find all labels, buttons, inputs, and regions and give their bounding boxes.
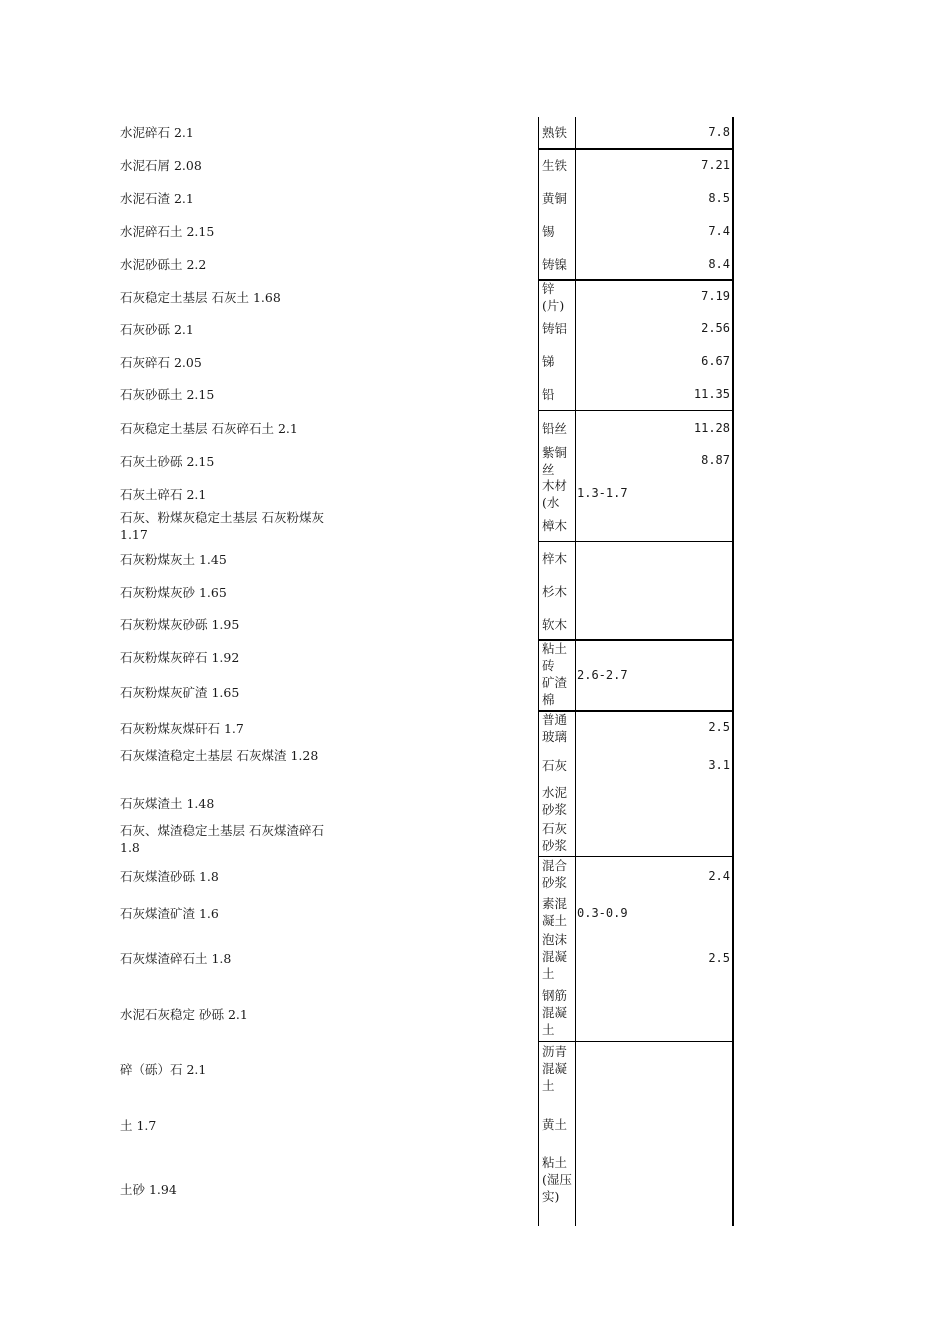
material-density: 7.19 — [701, 289, 730, 303]
material-name: 软木 — [542, 617, 568, 632]
material-name: 黄铜 — [542, 191, 568, 206]
table-row — [538, 784, 734, 818]
material-name: 锑 — [542, 354, 555, 369]
table-row — [538, 895, 734, 929]
table-row — [538, 711, 734, 745]
table-row — [538, 190, 734, 207]
table-row — [538, 420, 734, 437]
table-group-divider — [538, 410, 734, 411]
material-name: 铅 — [542, 387, 555, 402]
material-name: 石灰 — [542, 758, 568, 773]
material-density: 7.21 — [701, 158, 730, 172]
material-density: 3.1 — [708, 758, 730, 772]
table-row — [538, 987, 734, 1038]
left-item: 石灰土碎石 2.1 — [120, 487, 207, 502]
left-item: 碎（砾）石 2.1 — [120, 1062, 207, 1077]
table-row — [538, 280, 734, 314]
material-name: 木材(水 — [542, 478, 568, 510]
table-row — [538, 857, 734, 891]
left-item: 水泥碎石 2.1 — [120, 125, 194, 140]
material-name: 泡沫混凝土 — [542, 932, 568, 981]
material-density: 6.67 — [701, 354, 730, 368]
table-group-divider — [538, 541, 734, 542]
left-item: 石灰煤渣砂砾 1.8 — [120, 869, 219, 884]
left-item: 水泥石灰稳定 砂砾 2.1 — [120, 1007, 248, 1022]
material-density: 11.35 — [693, 387, 730, 401]
table-group-divider — [538, 1041, 734, 1042]
table-row — [538, 517, 734, 534]
left-item: 石灰稳定土基层 石灰土 1.68 — [120, 290, 281, 305]
material-name: 矿渣棉 — [542, 675, 568, 707]
material-density: 7.4 — [708, 224, 730, 238]
left-item: 水泥碎石土 2.15 — [120, 224, 215, 239]
material-name: 铸镍 — [542, 257, 568, 272]
material-name: 水泥砂浆 — [542, 785, 568, 817]
left-item: 石灰、煤渣稳定土基层 石灰煤渣碎石 1.8 — [120, 823, 328, 855]
left-item: 石灰、粉煤灰稳定土基层 石灰粉煤灰 1.17 — [120, 510, 328, 542]
material-density: 7.8 — [708, 125, 730, 139]
table-row — [538, 386, 734, 403]
table-row — [538, 1154, 734, 1222]
material-name: 素混凝土 — [542, 896, 568, 928]
table-row — [538, 477, 734, 511]
table-group-divider — [538, 148, 734, 150]
material-name: 铸铝 — [542, 321, 568, 336]
table-row — [538, 550, 734, 567]
material-name: 熟铁 — [542, 125, 568, 140]
table-row — [538, 583, 734, 600]
material-name: 生铁 — [542, 158, 568, 173]
left-item: 土砂 1.94 — [120, 1182, 177, 1197]
material-name: 樟木 — [542, 518, 568, 533]
table-row — [538, 640, 734, 674]
table-row — [538, 256, 734, 273]
material-density: 2.56 — [701, 321, 730, 335]
left-item: 石灰砂砾 2.1 — [120, 322, 194, 337]
left-item: 水泥石渣 2.1 — [120, 191, 194, 206]
left-item: 石灰煤渣稳定土基层 石灰煤渣 1.28 — [120, 748, 319, 763]
left-item: 石灰土砂砾 2.15 — [120, 454, 215, 469]
material-name: 粘土砖 — [542, 641, 568, 673]
material-name: 粘土(湿压实) — [542, 1155, 572, 1204]
table-row — [538, 1116, 734, 1133]
table-row — [538, 124, 734, 141]
left-item: 土 1.7 — [120, 1118, 157, 1133]
left-item: 石灰煤渣矿渣 1.6 — [120, 906, 219, 921]
left-item: 石灰稳定土基层 石灰碎石土 2.1 — [120, 421, 298, 436]
table-row — [538, 820, 734, 854]
left-item: 水泥石屑 2.08 — [120, 158, 202, 173]
material-density: 8.5 — [708, 191, 730, 205]
material-name: 混合砂浆 — [542, 858, 568, 890]
material-name: 铅丝 — [542, 421, 568, 436]
table-row — [538, 1043, 734, 1094]
material-density-range: 0.3-0.9 — [577, 906, 628, 920]
material-density: 2.5 — [708, 951, 730, 965]
left-item: 石灰粉煤灰碎石 1.92 — [120, 650, 240, 665]
left-item: 石灰粉煤灰砂砾 1.95 — [120, 617, 240, 632]
table-row — [538, 320, 734, 337]
material-name: 黄土 — [542, 1117, 568, 1132]
material-density-table — [538, 117, 734, 1226]
material-density: 8.87 — [701, 453, 730, 467]
table-row — [538, 931, 734, 982]
material-name: 钢筋混凝土 — [542, 988, 568, 1037]
left-item: 石灰碎石 2.05 — [120, 355, 202, 370]
left-item: 水泥砂砾土 2.2 — [120, 257, 207, 272]
material-density: 11.28 — [693, 421, 730, 435]
left-item: 石灰粉煤灰煤矸石 1.7 — [120, 721, 244, 736]
material-name: 锌(片) — [542, 281, 565, 313]
table-row — [538, 223, 734, 240]
table-row — [538, 444, 734, 478]
material-density-range: 2.6-2.7 — [577, 668, 628, 682]
material-density: 2.5 — [708, 720, 730, 734]
material-density-range: 1.3-1.7 — [577, 486, 628, 500]
material-name: 杉木 — [542, 584, 568, 599]
left-item: 石灰煤渣土 1.48 — [120, 796, 215, 811]
left-item: 石灰粉煤灰矿渣 1.65 — [120, 685, 240, 700]
left-item: 石灰煤渣碎石土 1.8 — [120, 951, 232, 966]
left-item: 石灰砂砾土 2.15 — [120, 387, 215, 402]
material-name: 锡 — [542, 224, 555, 239]
table-row — [538, 616, 734, 633]
material-name: 紫铜丝 — [542, 445, 568, 477]
material-name: 普通玻璃 — [542, 712, 568, 744]
left-item: 石灰粉煤灰土 1.45 — [120, 552, 227, 567]
material-name: 石灰砂浆 — [542, 821, 568, 853]
table-row — [538, 757, 734, 774]
table-row — [538, 157, 734, 174]
material-name: 梓木 — [542, 551, 568, 566]
material-density: 2.4 — [708, 869, 730, 883]
material-density: 8.4 — [708, 257, 730, 271]
table-row — [538, 353, 734, 370]
left-item: 石灰粉煤灰砂 1.65 — [120, 585, 227, 600]
table-row — [538, 668, 734, 708]
material-name: 沥青混凝土 — [542, 1044, 568, 1093]
